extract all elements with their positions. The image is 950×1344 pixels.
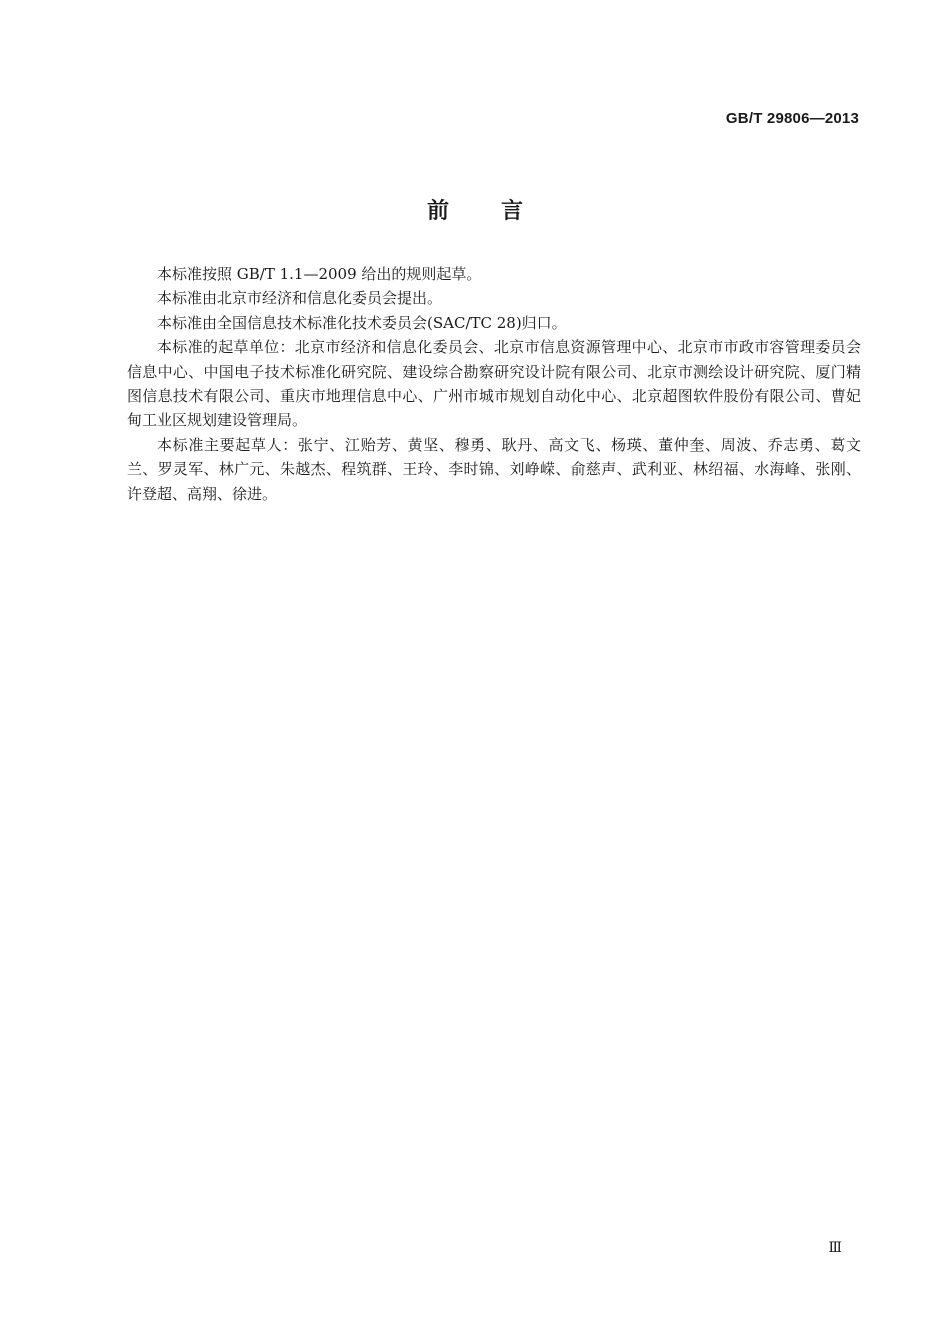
page-number: Ⅲ (828, 1240, 842, 1256)
paragraph-drafters: 本标准主要起草人：张宁、江贻芳、黄坚、穆勇、耿丹、高文飞、杨瑛、董仲奎、周波、乔志勇、葛文兰、罗灵军、林广元、朱越杰、程筑群、王玲、李时锦、刘峥嵘、俞慈声、武利亚、林绍福、水海峰、张刚、许登超、高翔、徐进。 (127, 435, 861, 503)
paragraph-drafting-rules: 本标准按照 GB/T 1.1—2009 给出的规则起草。 (157, 265, 482, 283)
paragraph-proposer: 本标准由北京市经济和信息化委员会提出。 (157, 289, 443, 308)
paragraph-drafting-units: 本标准的起草单位：北京市经济和信息化委员会、北京市信息资源管理中心、北京市市政市容管理委员会信息中心、中国电子技术标准化研究院、建设综合勘察研究设计院有限公司、北京市测绘设计研究院、厦门精图信息技术有限公司、重庆市地理信息中心、广州市城市规划自动化中心、北京超图软件股份有限公司、曹妃甸工业区规划建设管理局。 (127, 338, 861, 430)
paragraph-administrator: 本标准由全国信息技术标准化技术委员会(SAC/TC 28)归口。 (157, 313, 567, 332)
standard-number: GB/T 29806—2013 (725, 110, 859, 127)
page-title: 前言 (426, 199, 575, 224)
preface-body (127, 262, 861, 506)
